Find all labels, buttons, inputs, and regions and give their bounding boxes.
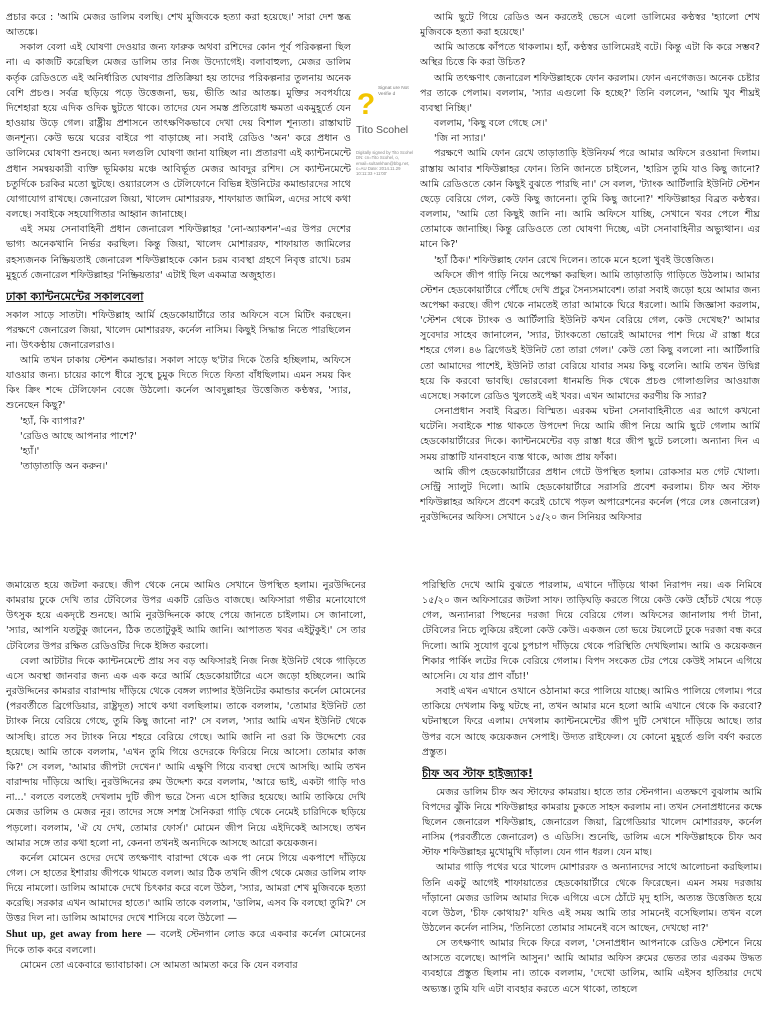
paragraph: সকাল বেলা এই ঘোষণা দেওয়ার জন্য ফারুক অথবা রশিদের কোন পূর্ব পরিকল্পনা ছিল না। এ কাজটি করেছিল মেজর ডালিম তার নিজ উদ্যোগেই। বলাবাহুল্য, মেজর ডালিম কর্তৃক রেডিওতে এই অনির্ধারিত ঘোষণার প্রতিক্রিয়া হয় তাদের পরিকল্পনার তুলনায় অনেক বেশি প্রচণ্ড। সর্বত্র ছড়িয়ে পড়ে উত্তেজনা, ভয়, ভীতি আর আতঙ্ক। মুক্তির সবপর্যায়ে দিশেহারা হয়ে এদিক ওদিক ছুটতে থাকে। তাদের যেন সমস্ত প্রতিরোধ ক্ষমতা একমুহূর্তে যেন হাওয়ায় উড়ে গেল। রাষ্ট্রীয় প্রশাসনে তাৎক্ষণিকভাবে দেখা দেয় বিশাল শূন্যতা। রাস্তাঘাট জনশূন্য। কেউ ভয়ে ঘরের বাইরে পা বাড়াচ্ছে না। সবাই রেডিও 'অন' করে প্রধান ও ডালিমের ঘোষণা শুনছে। অন্য দলগুলি ঘোষণা জানা যাচ্ছিল না। প্রতারণা এই ক্যান্টনমেন্টে প্রধান সমন্বয়কারী ব্যক্তি ভূমিকায় মঞ্চে আবির্ভূত মেজর আবদুর রশিদ। সে ক্যান্টনমেন্টে চতুর্দিকে চরকির মতো ছুটছে। ওয়্যারলেস ও টেলিফোনে বিভিন্ন ইউনিটের কমান্ডারদের সাথে যোগাযোগ রাখছে। জেনারেল জিয়া, খালেদ মোশাররফ, শাফায়াত জামিল, এদের সাথে কথা বলছে। সবাইকে সহযোগিতার আহ্বান জানাচ্ছে। bbox=[6, 42, 351, 221]
dialogue-line: 'তাড়াতাড়ি অন করুন।' bbox=[20, 461, 108, 473]
question-mark-icon bbox=[356, 88, 376, 118]
paragraph: মেজর ডালিম চীফ অব স্টাফের কামরায়। হাতে তার স্টেনগান। এতক্ষণে বুঝলাম আমি বিপদের ঝুঁকি নিয়ে শফিউল্লাহর কামরায় ঢুকতে সাহস করলাম না। তখন সেনাপ্রধানের কক্ষে ছিলেন জেনারেল শফিউল্লাহ, জেনারেল জিয়া, ব্রিগেডিয়ার খালেদ মোশাররফ, কর্নেল নাসিম (পরবর্তীতে জেনারেল) ও এডিসি। শুনেছি, ডালিম এসে শফিউল্লাহকে চীফ অব স্টাফ শফিউল্লাহর মুখোমুখি দাঁড়াল। যেন গান ধরল। যেন মাছ। bbox=[422, 786, 762, 859]
section-heading: ঢাকা ক্যান্টনমেন্টের সকালবেলা bbox=[6, 289, 144, 303]
paragraph: আমার গাড়ি পথের ঘরে খালেদ মোশাররফ ও অন্যান্যদের সাথে আলোচনা করছিলাম। তিনি একটু আগেই শাফায়াতের হেডকোয়ার্টারে থেকে ফিরেছেন। এমন সময় দরজায় দাঁড়ানো মেজর ডালিম আমার দিকে এগিয়ে এসে ঠোঁটে মৃদু হাসি, অত্যন্ত উত্তেজিত হয়ে বলে উঠল, 'চীফ কোথায়?' যদিও এই সময় আমি তার সামনেই বসেছিলাম। তখন বলে উঠলেন কর্নেল নাসিম, 'তিনিতো তোমার সামনেই বসে আছেন, দেখছো না?' bbox=[422, 862, 762, 934]
paragraph: জমায়েত হয়ে জটলা করছে। জীপ থেকে নেমে আমিও সেখানে উপস্থিত হলাম। নুরউদ্দিনের কামরায় ঢুকে দেখি তার টেবিলের উপর একটি রেডিও বাজছে। অফিসারা গভীর মনোযোগে উৎসুক হয়ে একদৃষ্টে শুনছে। আমি নুরউদ্দিনকে কাছে পেয়ে জানতে চাইলাম। সে জানালো, 'স্যার, আপনি যতটুকু জানেন, ঠিক ততোটুকুই আমি জানি। আপাতত খবর এইটুকুই।' সে তার টেবিলের উপর রক্ষিত রেডিওটির দিকে ইঙ্গিত করলো। bbox=[6, 580, 366, 652]
dialogue-line: 'হ্যাঁ।' bbox=[20, 445, 40, 457]
section-heading: চীফ অব স্টাফ হাইজ্যাক! bbox=[422, 766, 533, 780]
dialogue-line: 'হ্যাঁ, কি ব্যাপার?' bbox=[20, 415, 86, 427]
paragraph: এই সময় সেনাবাহিনী প্রধান জেনারেল শফিউল্লাহর 'নো-অ্যাকশন'-এর উপর দেশের ভাগ্য অনেকখানি নির্ভর করছিল। কিন্তু জিয়া, খালেদ মোশাররফ, শাফায়াত জামিলের রহস্যজনক নিষ্ক্রিয়তাই জেনারেল শফিউল্লাহকে কোন চরম ব্যবস্থা গ্রহণে নিবৃত্ত রাখে। চরম মুহূর্তে জেনারেল শফিউল্লাহর 'নিষ্ক্রিয়তার' এটাই ছিল একমাত্র অজুহাত। bbox=[6, 224, 351, 281]
top-right-column bbox=[420, 10, 760, 550]
bottom-right-column bbox=[422, 578, 762, 1024]
dialogue-line: বললাম, 'কিছু বলে গেছে সে।' bbox=[434, 118, 548, 130]
paragraph: আমি জীপ হেডকোয়ার্টারের প্রধান গেটে উপস্থিত হলাম। রোকসার মত গেট খোলা। সেন্ট্রি স্যালুট দিলো। আমি হেডকোয়ার্টারে সরাসরি প্রবেশ করলাম। চীফ অব স্টাফ শফিউল্লাহর অফিসে প্রবেশ করেই চোখে পড়ল অপারেশনের কর্নেল (পরে লেঃ জেনারেল) নুরউদ্দিনের অফিস। সেখানে ১৫/২০ জন সিনিয়র অফিসার bbox=[420, 466, 760, 524]
paragraph: সে তৎক্ষণাৎ আমার দিকে ফিরে বলল, 'সেনাপ্রধান আপনাকে রেডিও স্টেশনে নিয়ে আসতে বলেছে। আপনি আসুন।' আমি আমার অফিস রুমের ভেতর তার এরকম উদ্ধত ব্যবহারে প্রস্তুত ছিলাম না। তাকে বললাম, 'দেখো ডালিম, আমি এইসব হাতিয়ার দেখে অভ্যস্ত। তুমি যদি এটা ব্যবহার করতে এসে থাকো, তাহলে bbox=[422, 938, 762, 995]
svg-text:?: ? bbox=[356, 88, 376, 118]
paragraph: সবাই এখন এখানে ওখানে ওঠানামা করে পালিয়ে যাচ্ছে। আমিও পালিয়ে গেলাম। পরে তাকিয়ে দেখলাম কিছু ঘটছে না, তখন আমার মনে হলো আমি এখানে থেকে কি করবো? ঘটনাস্থলে ফিরে এলাম। দেখলাম ক্যান্টনমেন্টের জীপ দুটি সেখানে দাঁড়িয়ে আছে। তার উপর বসে আছে কয়েকজন সেপাই। উদ্যত রাইফেল। যে কোনো মুহূর্তে গুলি বর্ষণ করতে প্রস্তুত। bbox=[422, 686, 762, 758]
signature-details: Digitally signed by Tito Scohel DN: cn=Tito Scohel, o, email=sultankhan@bbg.net, c=AU Date: 2014.11.29 10:11:33 +11'00' bbox=[356, 150, 414, 177]
paragraph: আমি তৎক্ষণাৎ জেনারেল শফিউল্লাহকে ফোন করলাম। ফোন এনগেজড। অনেক চেষ্টার পর তাকে পেলাম। বললাম, 'স্যার এগুলো কি হচ্ছে?' তিনি বললেন, 'আমি খুব শীঘ্রই ব্যবস্থা নিচ্ছি।' bbox=[420, 72, 760, 114]
paragraph: পরক্ষণে আমি ফোন রেখে তাড়াতাড়ি ইউনিফর্ম পরে আমার অফিসে রওয়ানা দিলাম। রাস্তায় আবার শফিউল্লাহর ফোন। তিনি জানতে চাইলেন, 'হারিস তুমি যাও কিছু জানো? আমি রেডিওতে কোন কিছুই বুঝতে পারছি না।' সে বলল, 'ট্যাংক আর্টিলারি ইউনিট স্টেশন ছেড়ে বেরিয়ে গেল, কেউ কিছু জানেনা। তুমি কিছু জানো?' শফিউল্লাহর বিব্রত কণ্ঠস্বর। বললাম, 'আমি তো কিছুই জানি না। আমি অফিসে যাচ্ছি, সেখানে খবর পেলে শীঘ্র তোমাকে জানাচ্ছি। কিন্তু রেডিওতে তো ঘোষণা দিচ্ছে, এটা সেনাবাহিনীর অভ্যুত্থান। এর মানে কি?' bbox=[420, 148, 760, 251]
signature-status: Signat ure Not Verifie d bbox=[378, 86, 409, 97]
english-quote: Shut up, get away from here bbox=[6, 928, 142, 940]
paragraph: প্রচার করে : 'আমি মেজর ডালিম বলছি। শেখ মুজিবকে হত্যা করা হয়েছে।' সারা দেশ স্তব্ধ আতঙ্কে। bbox=[6, 12, 351, 39]
paragraph: সকাল সাড়ে সাতটা। শফিউল্লাহ আর্মি হেডকোয়ার্টারে তার অফিসে বসে মিটিং করছেন। পরক্ষণে জেনারেল জিয়া, খালেদ মোশাররফ, কর্নেল নাসিম। কিছুই সিদ্ধান্ত নিতে পারছিলেন না। উৎকণ্ঠায় জেনারেলরাও। bbox=[6, 309, 351, 351]
paragraph: আমি ছুটে গিয়ে রেডিও অন করতেই ভেসে এলো ডালিমের কণ্ঠস্বর 'হ্যালো শেখ মুজিবকে হত্যা করা হয়েছে।' bbox=[420, 12, 760, 39]
paragraph bbox=[6, 927, 366, 959]
paragraph: পরিস্থিতি দেখে আমি বুঝতে পারলাম, এখানে দাঁড়িয়ে থাকা নিরাপদ নয়। এক নিমিষে ১৫/২০ জন অফিসারের জটলা সাফ। তাড়িঘড়ি করতে গিয়ে কেউ কেউ হোঁচট খেয়ে পড়ে গেল, অন্যান্যরা পিছনের দরজা দিয়ে বেরিয়ে গেল। অফিসের জানালায় পর্দা টানা, টেবিলের নিচে লুকিয়ে রইলো কেউ কেউ। একজন তো ভয়ে টয়লেটে ঢুকে দরজা বন্ধ করে দিলো। আমি সুযোগ বুঝে চুপচাপ দাঁড়িয়ে থেকে পরিস্থিতি দেখছিলাম। আমি ও কয়েকজন শিকার পার্কিং লটের দিকে বেরিয়ে গেলাম। বিপদ সংকেত টের পেয়ে কেউই সামনে এগিয়ে আসেনি। যে যার প্রাণ বাঁচা!' bbox=[422, 580, 762, 682]
signer-name: Tito Scohel bbox=[356, 124, 409, 136]
paragraph: সেনাপ্রধান সবাই বিব্রত। বিস্মিত। এরকম ঘটনা সেনাবাহিনীতে এর আগে কখনো ঘটেনি। সবাইকে শান্ত থাকতে উপদেশ দিয়ে আমি জীপ নিয়ে আমি ছুটে গেলাম আর্মি হেডকোয়ার্টারের দিকে। ক্যান্টনমেন্টের বড় রাস্তা ধরে জীপ ছুটে চললো। অন্যান্য দিন এ সময় রাস্তাটি যানবাহনে ব্যস্ত থাকে, আজ প্রায় ফাঁকা। bbox=[420, 406, 760, 463]
paragraph: আমি তখন ঢাকায় স্টেশন কমান্ডার। সকাল সাড়ে ছ'টার দিকে তৈরি হচ্ছিলাম, অফিসে যাওয়ার জন্য। চায়ের কাপে ধীরে সুস্থে চুমুক দিতে দিতে ফিতা বাঁধছিলাম। এমন সময় কিং কিং ক্রিং শব্দে টেলিফোন বেজে উঠলো। কর্নেল আবদুল্লাহর উত্তেজিত কণ্ঠস্বর, 'স্যার, শুনেছেন কিছু?' bbox=[6, 354, 351, 412]
digital-signature[interactable] bbox=[356, 86, 418, 186]
paragraph-continuation: — বলেই স্টেনগান লোড করে একবার কর্নেল মোমেনের দিকে তাক করে বললো। bbox=[6, 928, 366, 957]
dialogue-line: 'রেডিও আছে আপনার পাশে?' bbox=[20, 430, 137, 442]
top-left-column bbox=[6, 10, 351, 550]
paragraph: মোমেন তো একেবারে ভ্যাবাচাকা। সে আমতা আমতা করে কি যেন বলবার bbox=[20, 960, 298, 972]
paragraph: অফিসে জীপ গাড়ি নিয়ে অপেক্ষা করছিল। আমি তাড়াতাড়ি গাড়িতে উঠলাম। আমার স্টেশন হেডকোয়ার্টারে পৌঁছে দেখি প্রচুর সৈন্যসমাবেশ। তারা সবাই জড়ো হয়ে আমার জন্য অপেক্ষা করছে। জীপ থেকে নামতেই তারা আমাকে ঘিরে ধরলো। আমি জিজ্ঞাসা করলাম, 'স্টেশন থেকে ট্যাংক ও আর্টিলারি ইউনিট কখন বেরিয়ে গেল, কেউ দেখেছ?' আমার সুবেদার সাহেব জানালেন, 'স্যার, ট্যাংকতো ভোরেই আমাদের পাশ দিয়ে ঐ রাস্তা ধরে শহরে গেল। ৪৬ ব্রিগেডই ইউনিট তো তারা গেল।' কেউ তো কিছু বললো না। আর্টিলারি তো আমাদের পাশেই, ইউনিট তারা বেরিয়ে যাবার সময় কিছু বলেনি। আমি তখন উদ্বিগ্ন হয়ে কি করবো ভাবছি। ভোরবেলা ধানমন্ডি দিক থেকে প্রচণ্ড গোলাগুলির আওয়াজ এসেছে। সকালে রেডিও খুলতেই এই খবর। এখন আমাদের করণীয় কি স্যার? bbox=[420, 269, 760, 402]
paragraph: 'হ্যাঁ ঠিক।' শফিউল্লাহ ফোন রেখে দিলেন। তাকে মনে হলো খুবই উত্তেজিত। bbox=[434, 254, 714, 266]
paragraph: আমি আতঙ্কে কাঁপতে থাকলাম। হ্যাঁ, কণ্ঠস্বর ডালিমেরই বটে। কিন্তু এটা কি করে সম্ভব? অস্থির চিত্তে কি করা উচিত? bbox=[420, 42, 760, 69]
paragraph: কর্নেল মোমেন ওদের দেখে তৎক্ষণাৎ বারান্দা থেকে এক পা নেমে গিয়ে একপাশে দাঁড়িয়ে গেল। সে হাতের ইশারায় জীপকে থামতে বলল। আর ঠিক তখনি জীপ থেকে মেজর ডালিম লাফ দিয়ে নামলো। ডালিম আমাকে দেখে চিৎকার করে বলে উঠল, 'স্যার, আমরা শেখ মুজিবকে হত্যা করেছি। সরকার এখন আমাদের হাতে।' আমি তাকে বললাম, 'ডালিম, এসব কি বলছো তুমি?' সে উত্তর দিল না। ডালিম আমাদের দেখে শাসিয়ে বলে উঠলো — bbox=[6, 852, 366, 925]
bottom-left-column bbox=[6, 578, 366, 1024]
dialogue-line: 'জি না স্যার।' bbox=[434, 133, 486, 145]
paragraph: বেলা আটটার দিকে ক্যান্টনমেন্টে প্রায় সব বড় অফিসারই নিজ নিজ ইউনিট থেকে গাড়িতে এসে অবস্থা জানবার জন্য এক এক করে আর্মি হেডকোয়ার্টারে এসে জড়ো হচ্ছিলেন। আমি নুরউদ্দিনের কামরার বারান্দায় দাঁড়িয়ে থেকে বেঙ্গল ল্যান্সার ইউনিটের কমান্ডার কর্নেল মোমেনের (পরবর্তীতে ব্রিগেডিয়ার, রাষ্ট্রদূত) সাথে কথা বলছিলাম। তাকে বললাম, 'তোমার ইউনিট তো ট্যাংক নিয়ে বেরিয়ে গেছে, তুমি কিছু জানো না?' সে বলল, 'স্যার আমি এখন ইউনিট থেকে আসছি। রাতে সব ট্যাংক নিয়ে শহরে বেরিয়ে গেছে। আমি জানি না ওরা কি উদ্দেশ্যে বের হয়েছে। আমি তাকে বললাম, 'এখন তুমি গিয়ে ওদেরকে ফিরিয়ে নিয়ে আসো। তোমার কাজ কি?' সে বলল, 'আমার জীপটা দেখেন।' আমি এক্ষুণি গিয়ে ব্যবস্থা দেখে আসছি। আমি তখন বারান্দায় দাঁড়িয়ে আছি। নুরউদ্দিনের রুম উদ্দেশ্য করে বললাম, 'আরে ভাই, একটা গাড়ি দাও না...' বলতে বলতেই দেখলাম দুটি জীপ ভরে সৈন্য এসে হাজির হয়েছে। আমি তাকিয়ে দেখি মেজর ডালিম ও মেজর নূর। তাদের সঙ্গে সশস্ত্র সৈনিকরা গাড়ি থেকে নেমেই চারিদিকে ছড়িয়ে পড়লো। বললাম, 'ঐ যে দেখ, তোমার ফোর্স।' মোমেন জীপ নিয়ে এইদিকেই আসছে। তখন আমার সঙ্গে তার কথা হলো না, কেননা তখনই অন্যদিকে আসছে আরো কয়েকজন। bbox=[6, 655, 366, 849]
